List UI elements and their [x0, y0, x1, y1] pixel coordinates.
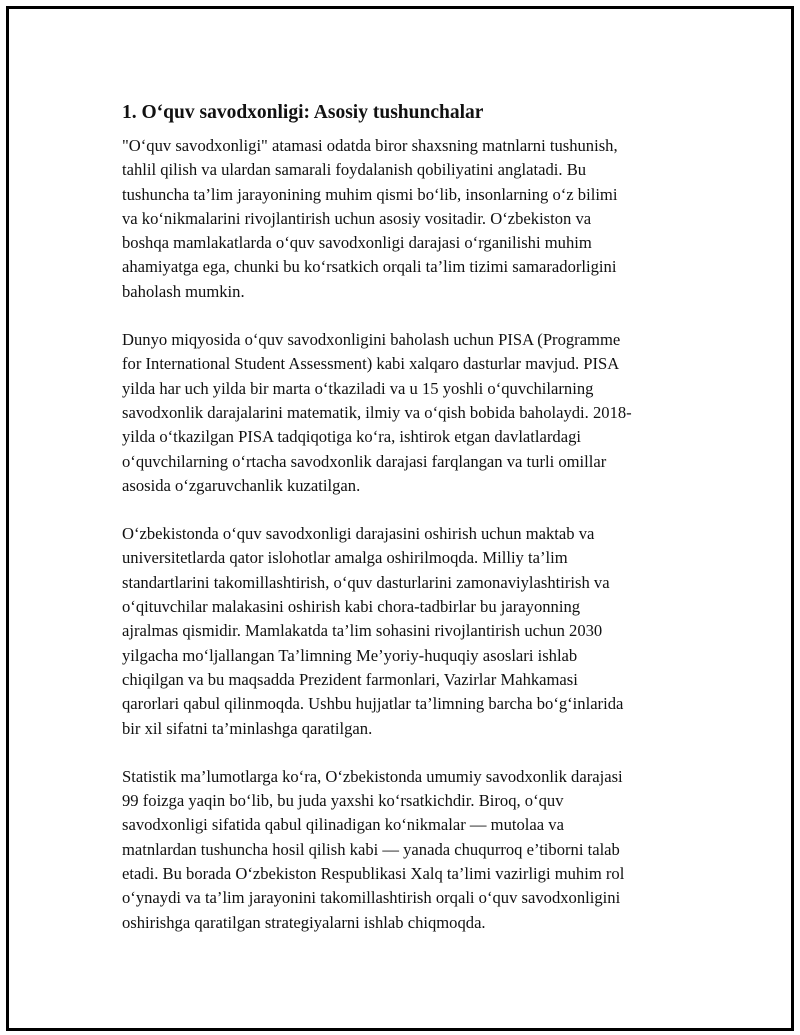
section-heading: 1. O‘quv savodxonligi: Asosiy tushunchalar [122, 102, 484, 123]
paragraph-2 [122, 328, 692, 498]
paragraph-4 [122, 765, 692, 935]
text-line: baholash mumkin. [122, 281, 245, 301]
text-line: Dunyo miqyosida o‘quv savodxonligini baholash uchun PISA (Programme [122, 330, 621, 350]
text-line: oshirishga qaratilgan strategiyalarni ishlab chiqmoqda. [122, 912, 486, 932]
text-line: yilda har uch yilda bir marta o‘tkaziladi va u 15 yoshli o‘quvchilarning [122, 378, 594, 398]
text-line: yilgacha mo‘ljallangan Ta’limning Me’yoriy-huquqiy asoslari ishlab [122, 645, 578, 665]
text-line: savodxonlik darajalarini matematik, ilmiy va o‘qish bobida baholaydi. 2018- [122, 402, 632, 422]
text-line: asosida o‘zgaruvchanlik kuzatilgan. [122, 475, 361, 495]
text-line: for International Student Assessment) kabi xalqaro dasturlar mavjud. PISA [122, 354, 620, 374]
text-line: o‘quvchilarning o‘rtacha savodxonlik darajasi farqlangan va turli omillar [122, 451, 607, 471]
text-line: standartlarini takomillashtirish, o‘quv dasturlarini zamonaviylashtirish va [122, 572, 610, 592]
text-line: matnlardan tushuncha hosil qilish kabi — yanada chuqurroq e’tiborni talab [122, 839, 620, 859]
text-line: ajralmas qismidir. Mamlakatda ta’lim sohasini rivojlantirish uchun 2030 [122, 621, 603, 641]
text-line: ahamiyatga ega, chunki bu ko‘rsatkich orqali ta’lim tizimi samaradorligini [122, 257, 617, 277]
text-line: boshqa mamlakatlarda o‘quv savodxonligi darajasi o‘rganilishi muhim [122, 233, 592, 253]
text-line: tahlil qilish va ulardan samarali foydalanish qobiliyatini anglatadi. Bu [122, 160, 587, 180]
text-line: etadi. Bu borada O‘zbekiston Respublikasi Xalq ta’limi vazirligi muhim rol [122, 864, 625, 884]
text-line: universitetlarda qator islohotlar amalga oshirilmoqda. Milliy ta’lim [122, 548, 568, 568]
text-line: yilda o‘tkazilgan PISA tadqiqotiga ko‘ra, ishtirok etgan davlatlardagi [122, 427, 581, 447]
document-body [122, 100, 692, 959]
text-line: tushuncha ta’lim jarayonining muhim qismi bo‘lib, insonlarning o‘z bilimi [122, 184, 618, 204]
text-line: Statistik ma’lumotlarga ko‘ra, O‘zbekistonda umumiy savodxonlik darajasi [122, 766, 623, 786]
text-line: chiqilgan va bu maqsadda Prezident farmonlari, Vazirlar Mahkamasi [122, 669, 578, 689]
paragraph-1 [122, 134, 692, 304]
text-line: bir xil sifatni ta’minlashga qaratilgan. [122, 718, 373, 738]
text-line: o‘qituvchilar malakasini oshirish kabi chora-tadbirlar bu jarayonning [122, 597, 581, 617]
text-line: "O‘quv savodxonligi" atamasi odatda biror shaxsning matnlarni tushunish, [122, 136, 618, 155]
text-line: o‘ynaydi va ta’lim jarayonini takomillashtirish orqali o‘quv savodxonligini [122, 888, 621, 908]
page-frame [6, 6, 794, 1031]
text-line: savodxonligi sifatida qabul qilinadigan ko‘nikmalar — mutolaa va [122, 815, 564, 835]
text-line: O‘zbekistonda o‘quv savodxonligi darajasini oshirish uchun maktab va [122, 524, 595, 544]
text-line: qarorlari qabul qilinmoqda. Ushbu hujjatlar ta’limning barcha bo‘g‘inlarida [122, 694, 624, 714]
text-line: 99 foizga yaqin bo‘lib, bu juda yaxshi ko‘rsatkichdir. Biroq, o‘quv [122, 791, 564, 811]
paragraph-3 [122, 522, 692, 741]
text-line: va ko‘nikmalarini rivojlantirish uchun asosiy vositadir. O‘zbekiston va [122, 208, 592, 228]
